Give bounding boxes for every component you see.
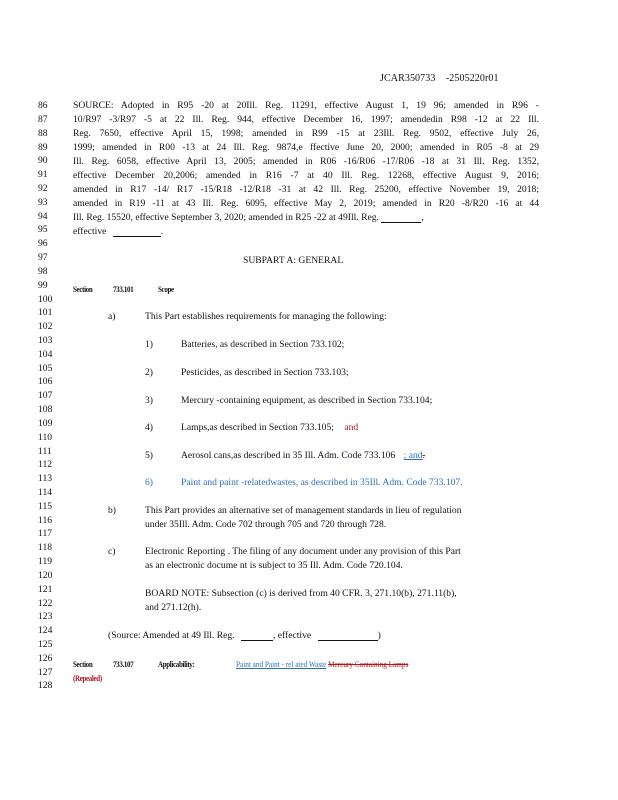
item-number: 1)	[145, 339, 153, 350]
section-label: Section	[73, 659, 93, 669]
source-line: SOURCE: Adopted in R95 -20 at 20Ill. Reg. 11291, effective August 1, 19 96; amended in R96 -	[73, 100, 539, 111]
line-number: 105	[38, 362, 53, 374]
line-number: 110	[38, 431, 53, 443]
line-number: 111	[38, 445, 52, 457]
source-line: amended in R19 -11 at 43 Ill. Reg. 6095, effective May 2, 2019; amended in R20 -8/R20 -16 at 44	[73, 198, 539, 209]
item-text-with-addition	[181, 423, 358, 433]
subsection-a-text: This Part establishes requirements for managing the following:	[145, 311, 387, 322]
line-number: 125	[38, 639, 53, 650]
item-text-with-change	[181, 451, 425, 461]
doc-revision: -2505220r01	[445, 73, 499, 84]
added-text: and	[344, 422, 359, 433]
line-number: 94	[38, 210, 48, 222]
item-text-added: Paint and paint -relatedwastes, as described in 35Ill. Adm. Code 733.107.	[181, 477, 463, 488]
source-note	[108, 631, 381, 641]
item-text: Pesticides, as described in Section 733.103;	[181, 367, 349, 378]
item-text: Batteries, as described in Section 733.102;	[181, 339, 345, 350]
line-number: 116	[38, 514, 53, 526]
source-effective-label: effective	[73, 226, 107, 237]
source-effective-line: effective .	[73, 226, 164, 237]
line-number: 103	[38, 334, 53, 346]
line-number: 106	[38, 376, 53, 388]
line-number: 91	[38, 169, 48, 181]
line-number: 101	[38, 307, 53, 319]
doc-id: JCAR350733	[380, 73, 436, 84]
section-107-change	[236, 659, 408, 669]
line-number: 104	[38, 348, 53, 360]
line-number: 87	[38, 113, 48, 125]
board-note-line: and 271.12(h).	[145, 602, 202, 613]
line-number: 108	[38, 404, 53, 415]
subpart-title: SUBPART A: GENERAL	[243, 255, 344, 266]
subsection-b-line: This Part provides an alternative set of management standards in lieu of regulation	[145, 505, 462, 516]
line-number: 115	[38, 500, 53, 512]
line-number: 90	[38, 155, 48, 167]
repealed-label: (Repealed)	[73, 673, 102, 683]
subsection-marker-a: a)	[108, 311, 116, 322]
section-number: 733.107	[113, 659, 134, 669]
source-line: 1999; amended in R00 -13 at 24 Ill. Reg. 9874,e ffective June 20, 2000; amended in R05 -8 at 29	[73, 142, 539, 153]
line-number: 86	[38, 100, 48, 111]
line-number: 96	[38, 238, 48, 250]
blank-line	[241, 631, 273, 641]
board-note-line: BOARD NOTE: Subsection (c) is derived from 40 CFR. 3, 271.10(b), 271.11(b),	[145, 588, 457, 599]
added-title: Paint and Paint - rel ated Waste	[236, 659, 327, 669]
line-number: 118	[38, 542, 53, 554]
line-number: 97	[38, 252, 48, 263]
subsection-marker-b: b)	[108, 505, 116, 516]
line-number: 120	[38, 569, 53, 581]
subsection-c-line: Electronic Reporting . The filing of any document under any provision of this Part	[145, 546, 461, 557]
blank-line	[113, 227, 161, 237]
item-number: 5)	[145, 450, 153, 461]
line-number: 107	[38, 390, 53, 402]
line-number: 102	[38, 321, 53, 333]
line-number: 99	[38, 279, 48, 291]
line-number: 127	[38, 666, 53, 678]
source-note-middle: , effective	[272, 630, 312, 641]
section-number: 733.101	[113, 284, 134, 294]
item-text: Lamps,as described in Section 733.105;	[181, 422, 334, 433]
line-number: 119	[38, 556, 53, 568]
source-note-suffix: )	[377, 630, 381, 641]
line-number: 128	[38, 680, 53, 692]
line-number: 89	[38, 141, 48, 153]
line-number: 93	[38, 196, 48, 208]
line-number: 122	[38, 597, 53, 609]
line-number: 92	[38, 182, 48, 194]
item-number: 3)	[145, 395, 153, 406]
subsection-marker-c: c)	[108, 546, 116, 557]
line-number: 113	[38, 473, 53, 485]
struck-title: Mercury Containing Lamps	[328, 659, 409, 669]
subsection-b-line: under 35Ill. Adm. Code 702 through 705 and 720 through 728.	[145, 519, 387, 530]
line-number: 124	[38, 625, 53, 637]
subsection-c-line: as an electronic docume nt is subject to 35 Ill. Adm. Code 720.104.	[145, 560, 403, 571]
source-line: Reg. 7650, effective April 15, 1998; amended in R99 -15 at 23Ill. Reg. 9502, effective July 26,	[73, 128, 539, 139]
item-number: 4)	[145, 422, 153, 433]
line-number: 98	[38, 265, 48, 277]
line-number: 100	[38, 293, 53, 305]
blank-line	[318, 631, 378, 641]
document-id-header	[380, 73, 499, 84]
section-label: Section	[73, 284, 93, 294]
source-note-prefix: (Source: Amended at 49 Ill. Reg.	[108, 630, 235, 641]
section-title: Scope	[158, 284, 174, 294]
source-line: amended in R17 -14/ R17 -15/R18 -12/R18 -31 at 42 Ill. Reg. 25200, effective November 19, 2018;	[73, 184, 539, 195]
added-text: ; and	[403, 450, 423, 461]
source-line: Ill. Reg. 6058, effective April 13, 2005; amended in R06 -16/R06 -17/R06 -18 at 31 Ill. Reg. 1352,	[73, 156, 539, 167]
section-title: Applicability:	[158, 659, 195, 669]
source-line: 10/R97 -3/R97 -5 at 22 Ill. Reg. 944, effective December 16, 1997; amendedin R98 -12 at 22 Ill.	[73, 114, 539, 125]
line-number: 126	[38, 652, 53, 664]
source-line: effective December 20,2006; amended in R16 -7 at 40 Ill. Reg. 12268, effective August 9, 2016;	[73, 170, 539, 181]
line-number: 112	[38, 459, 53, 471]
item-number-added: 6)	[145, 477, 153, 488]
line-number: 95	[38, 224, 48, 236]
line-number: 109	[38, 417, 53, 429]
line-number: 117	[38, 528, 53, 540]
source-line-text: Ill. Reg. 15520, effective September 3, 2020; amended in R25 -22 at 49Ill. Reg.	[73, 212, 379, 223]
line-number: 114	[38, 487, 53, 498]
source-line-last: Ill. Reg. 15520, effective September 3, 2020; amended in R25 -22 at 49Ill. Reg. ,	[73, 212, 424, 223]
line-number: 123	[38, 611, 53, 623]
blank-line	[381, 213, 421, 223]
item-text: Aerosol cans,as described in 35 Ill. Adm. Code 733.106	[181, 450, 396, 461]
struck-text: .	[422, 450, 425, 461]
item-text: Mercury -containing equipment, as described in Section 733.104;	[181, 395, 433, 406]
line-number: 88	[38, 127, 48, 139]
line-number: 121	[38, 583, 53, 595]
item-number: 2)	[145, 367, 153, 378]
